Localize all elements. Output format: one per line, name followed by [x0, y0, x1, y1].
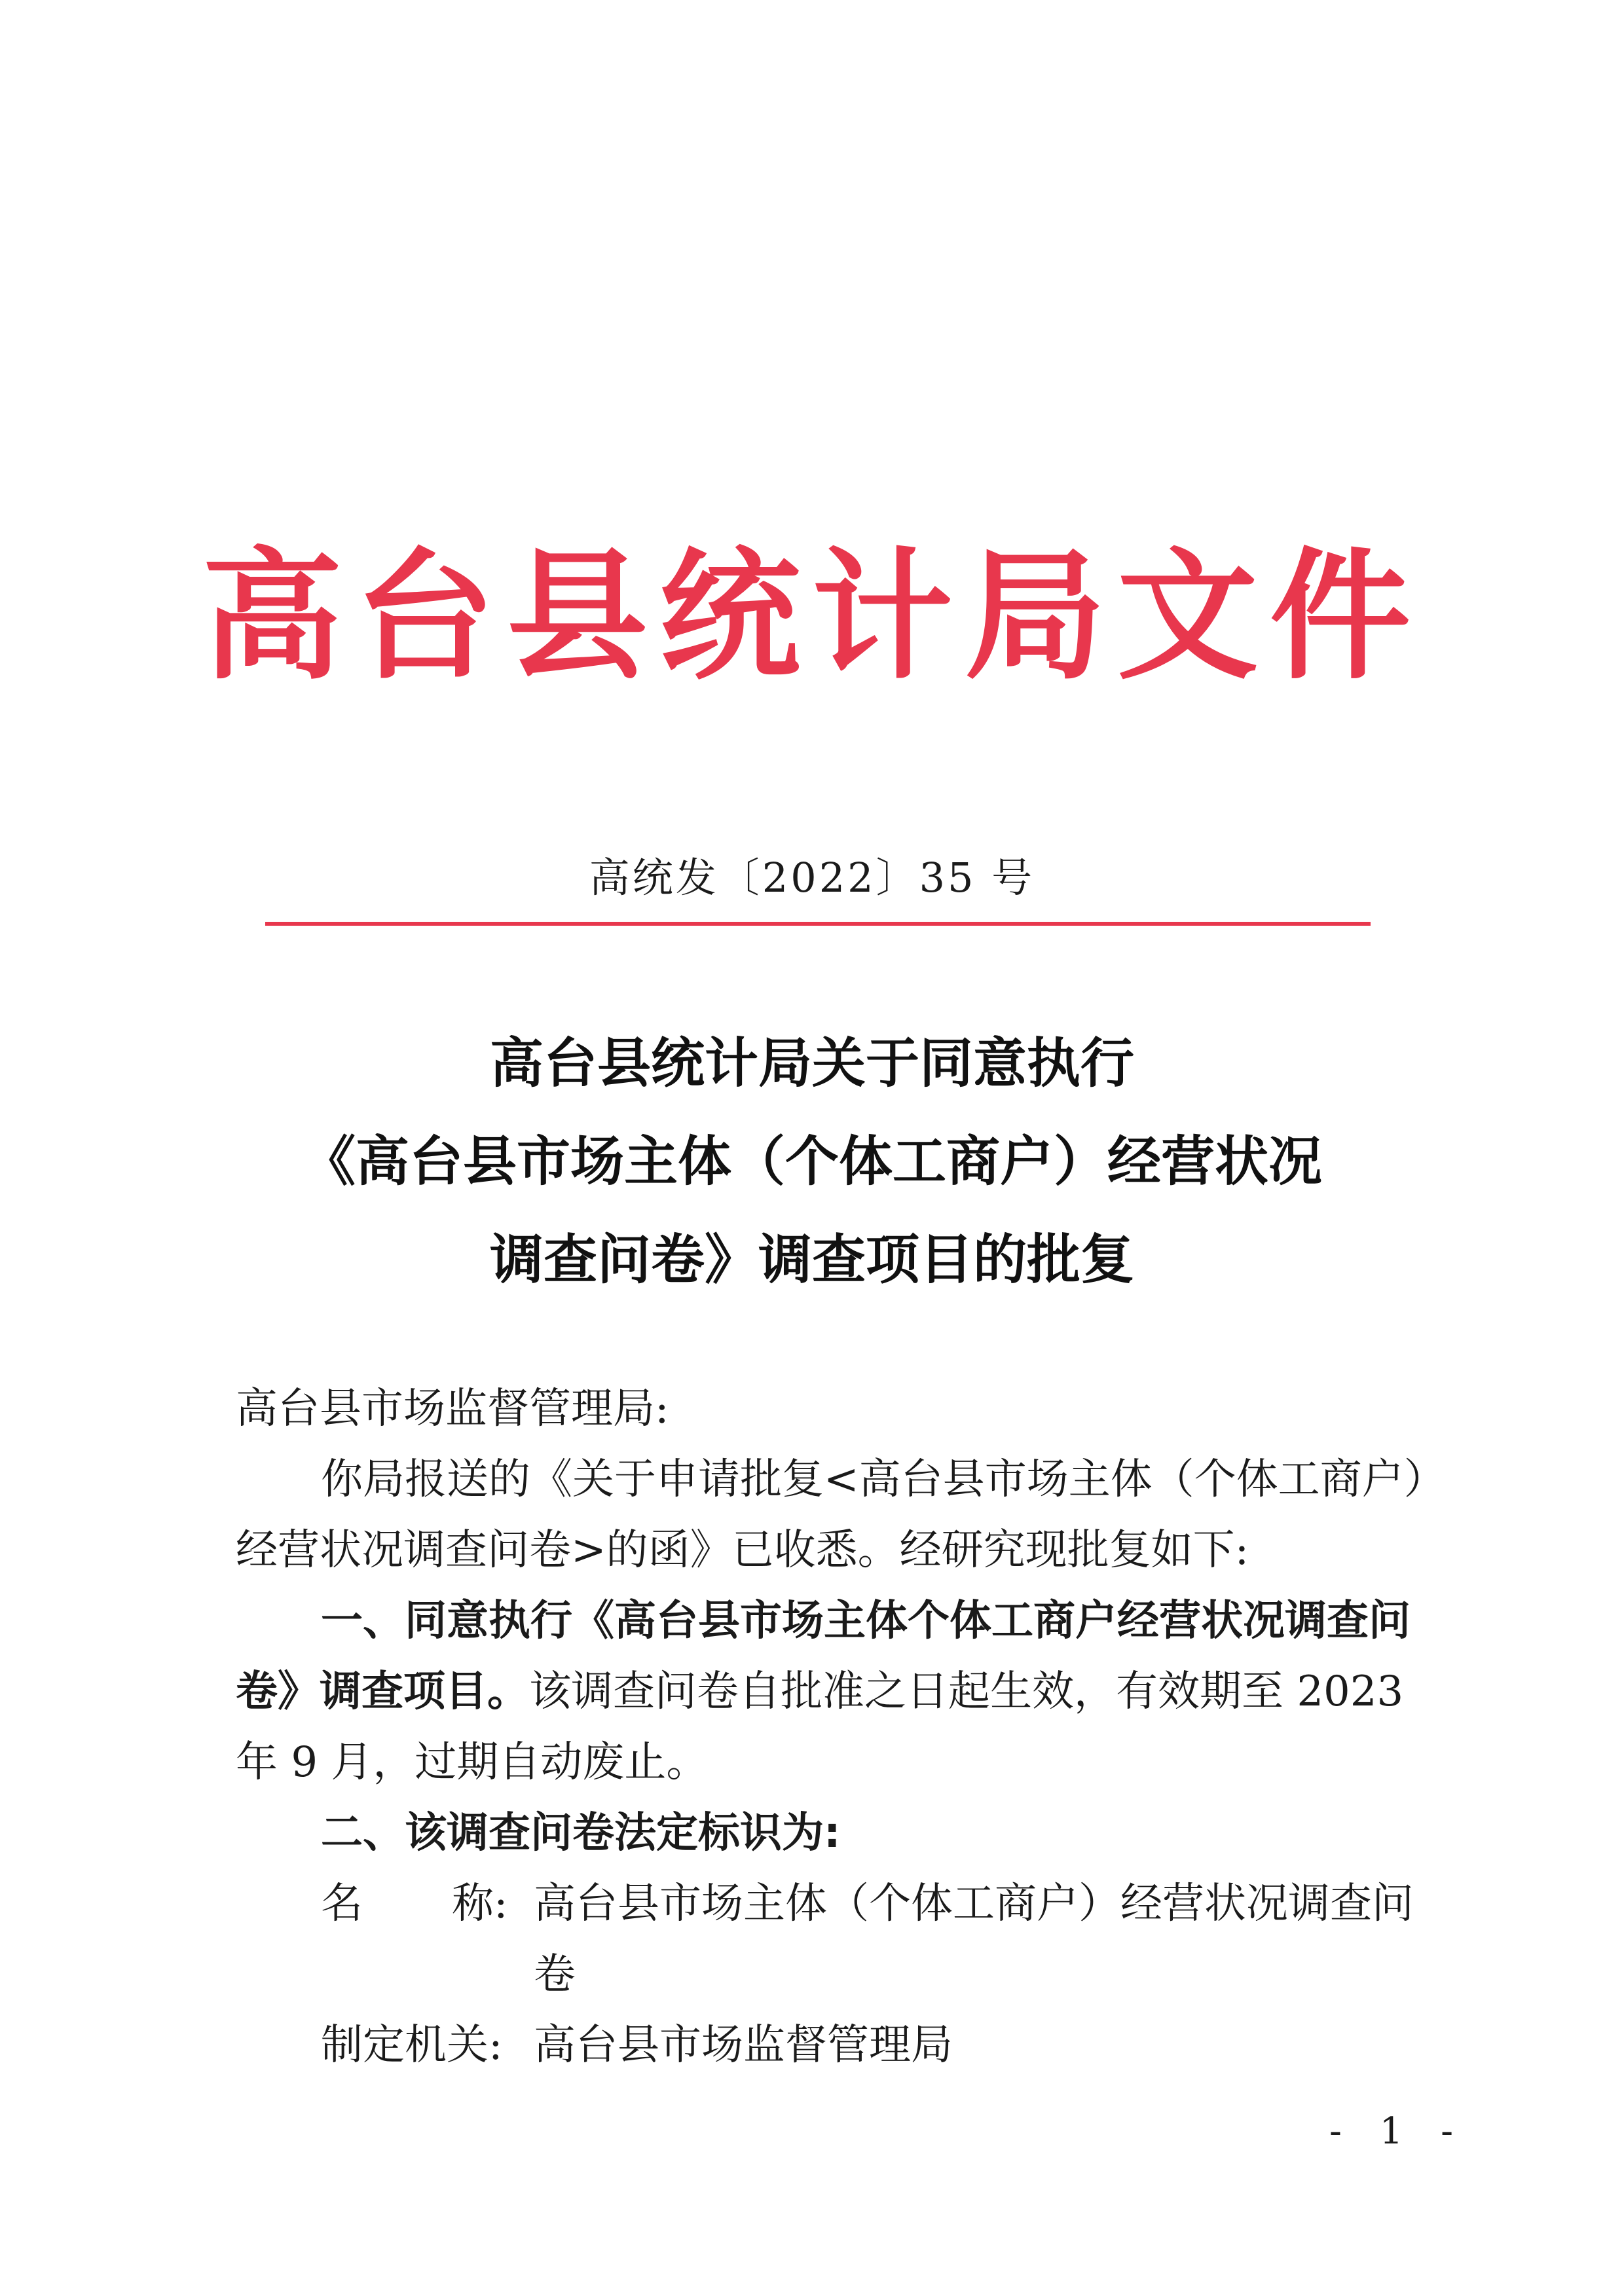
red-separator-line — [265, 922, 1371, 926]
paragraph-2-line-3: 年 9 月，过期自动废止。 — [236, 1738, 709, 1787]
masthead-title: 高台县统计局文件 — [202, 532, 1422, 699]
name-value-line-1: 高台县市场主体（个体工商户）经营状况调查问 — [534, 1880, 1414, 1928]
paragraph-3-heading: 二、该调查问卷法定标识为: — [321, 1809, 841, 1857]
paragraph-2-line-1: 一、同意执行《高台县市场主体个体工商户经营状况调查问 — [321, 1597, 1411, 1645]
name-label-second: 称: — [452, 1880, 508, 1928]
name-value-line-2: 卷 — [534, 1950, 576, 1999]
title-line-1: 高台县统计局关于同意执行 — [489, 1032, 1134, 1095]
document-title — [0, 1015, 1624, 1309]
title-line-2: 《高台县市场主体（个体工商户）经营状况 — [301, 1131, 1322, 1193]
document-number: 高统发〔2022〕35 号 — [589, 854, 1035, 902]
paragraph-2-line-2-rest: 该调查问卷自批准之日起生效，有效期至 2023 — [529, 1667, 1404, 1716]
paragraph-1-line-2: 经营状况调查问卷>的函》已收悉。经研究现批复如下: — [236, 1526, 1249, 1575]
title-line-3: 调查问卷》调查项目的批复 — [489, 1229, 1134, 1291]
authority-value: 高台县市场监督管理局 — [534, 2021, 953, 2069]
addressee: 高台县市场监督管理局: — [236, 1385, 669, 1433]
paragraph-2-line-2 — [236, 1667, 1434, 1716]
page-number: - 1 - — [1329, 2110, 1467, 2153]
document-masthead — [0, 524, 1624, 707]
name-label-first: 名 — [321, 1880, 363, 1928]
paragraph-1-line-1: 你局报送的《关于申请批复<高台县市场主体（个体工商户） — [321, 1455, 1446, 1504]
paragraph-2-line-2-bold: 卷》调查项目。 — [236, 1667, 529, 1716]
authority-label: 制定机关: — [321, 2021, 503, 2069]
